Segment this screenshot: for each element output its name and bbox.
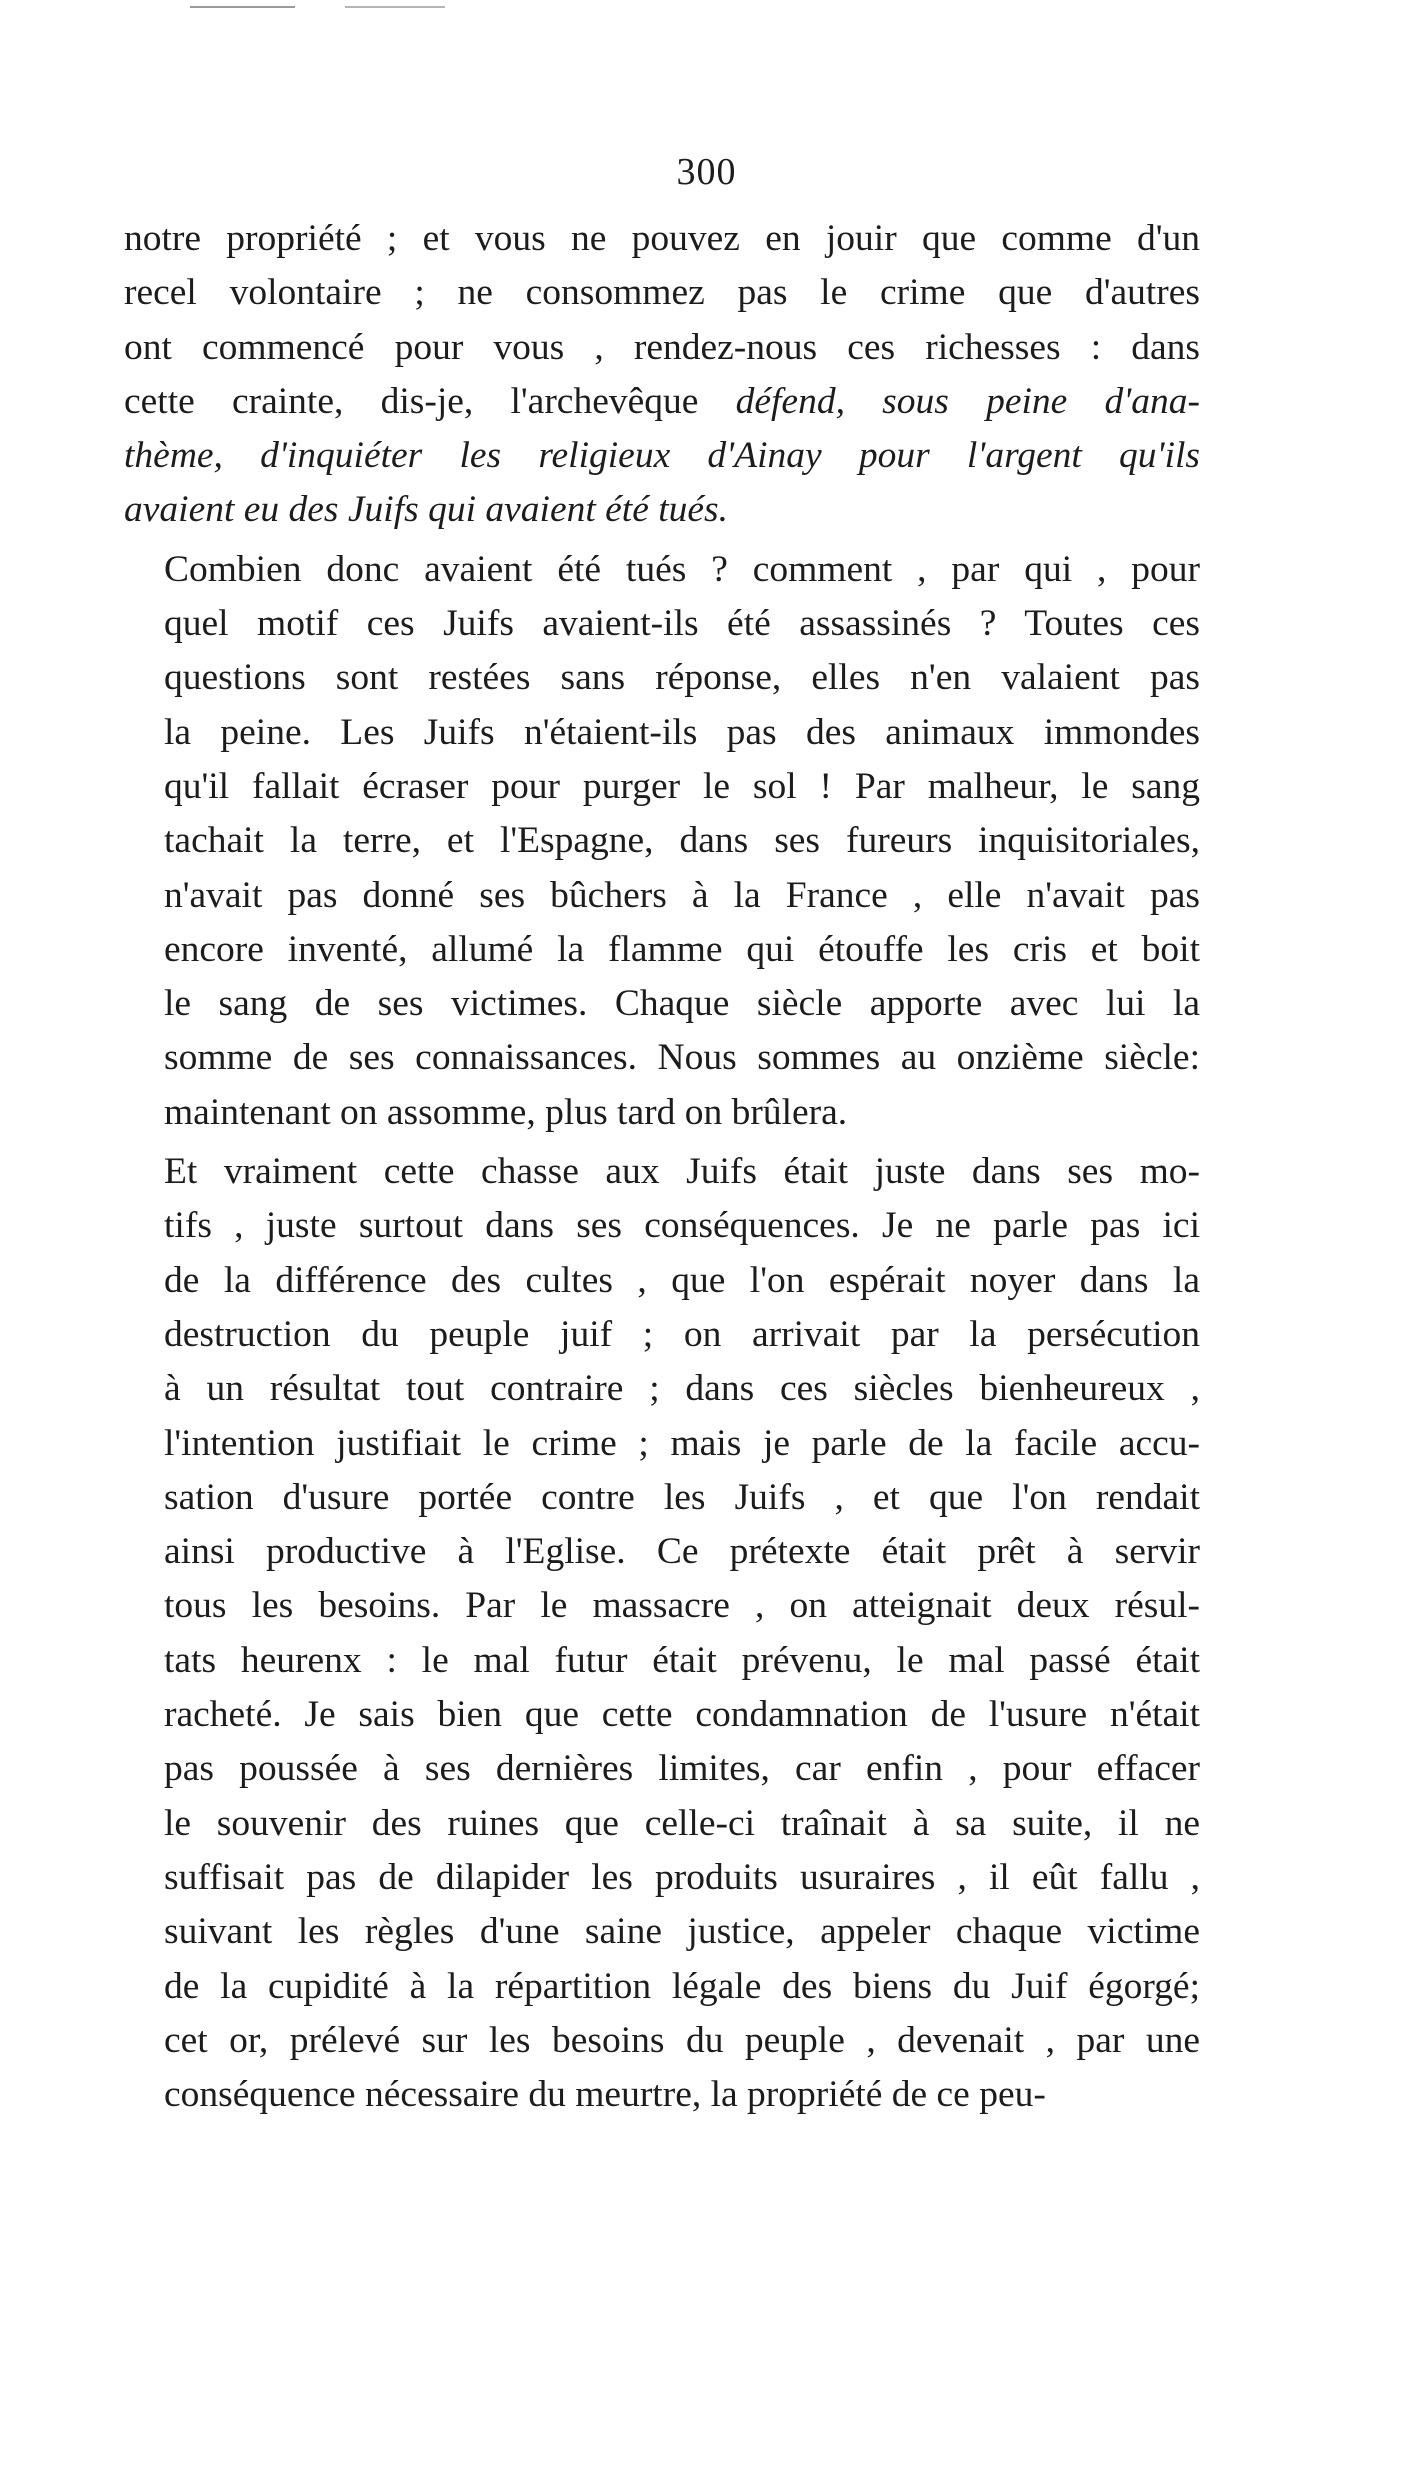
top-rule-right bbox=[345, 6, 445, 8]
text-line: Et vraiment cette chasse aux Juifs était juste dans ses mo- bbox=[164, 1151, 1200, 1193]
text-line: le souvenir des ruines que celle-ci traînait à sa suite, il ne bbox=[164, 1802, 1200, 1844]
text-line: questions sont restées sans réponse, elles n'en valaient pas bbox=[164, 657, 1200, 699]
text-line: tifs , juste surtout dans ses conséquences. Je ne parle pas ici bbox=[164, 1205, 1200, 1247]
text-line: encore inventé, allumé la flamme qui étouffe les cris et boit bbox=[164, 928, 1200, 970]
text-line: n'avait pas donné ses bûchers à la France , elle n'avait pas bbox=[164, 874, 1200, 916]
text-line: avaient eu des Juifs qui avaient été tués. bbox=[124, 489, 728, 531]
text-line: notre propriété ; et vous ne pouvez en jouir que comme d'un bbox=[124, 218, 1200, 259]
text-line: destruction du peuple juif ; on arrivait par la persécution bbox=[164, 1313, 1200, 1355]
text-line: quel motif ces Juifs avaient-ils été assassinés ? Toutes ces bbox=[164, 603, 1200, 645]
paragraph-1 bbox=[124, 212, 1200, 538]
text-line: Combien donc avaient été tués ? comment , par qui , pour bbox=[164, 548, 1200, 590]
text-line: de la cupidité à la répartition légale des biens du Juif égorgé; bbox=[164, 1965, 1200, 2007]
text-line: ont commencé pour vous , rendez-nous ces richesses : dans bbox=[124, 326, 1200, 368]
text-line: tous les besoins. Par le massacre , on atteignait deux résul- bbox=[164, 1585, 1200, 1627]
text-line: maintenant on assomme, plus tard on brûlera. bbox=[164, 1091, 848, 1133]
top-rule-left bbox=[190, 6, 295, 8]
text-line: thème, d'inquiéter les religieux d'Ainay pour l'argent qu'ils bbox=[124, 435, 1200, 477]
text-line: tats heurenx : le mal futur était prévenu, le mal passé était bbox=[164, 1639, 1200, 1681]
text-line: somme de ses connaissances. Nous sommes au onzième siècle: bbox=[164, 1037, 1200, 1079]
text-line: racheté. Je sais bien que cette condamnation de l'usure n'était bbox=[164, 1694, 1200, 1736]
text-line: conséquence nécessaire du meurtre, la propriété de ce peu- bbox=[164, 2074, 1046, 2116]
text-line: pas poussée à ses dernières limites, car enfin , pour effacer bbox=[164, 1748, 1200, 1790]
body-text bbox=[124, 212, 1200, 2122]
text-line: cet or, prélevé sur les besoins du peuple , devenait , par une bbox=[164, 2019, 1200, 2061]
text-line: ainsi productive à l'Eglise. Ce prétexte était prêt à servir bbox=[164, 1531, 1200, 1573]
text-line: suffisait pas de dilapider les produits usuraires , il eût fallu , bbox=[164, 1856, 1200, 1898]
text-line: suivant les règles d'une saine justice, appeler chaque victime bbox=[164, 1911, 1200, 1953]
paragraph-2 bbox=[124, 543, 1200, 1140]
text-line: cette crainte, dis-je, l'archevêque défend, sous peine d'ana- bbox=[124, 380, 1200, 422]
text-line: qu'il fallait écraser pour purger le sol ! Par malheur, le sang bbox=[164, 765, 1200, 807]
text-line: la peine. Les Juifs n'étaient-ils pas des animaux immondes bbox=[164, 711, 1200, 753]
text-line: de la différence des cultes , que l'on espérait noyer dans la bbox=[164, 1259, 1200, 1301]
page-number: 300 bbox=[676, 151, 737, 193]
text-line: l'intention justifiait le crime ; mais je parle de la facile accu- bbox=[164, 1422, 1200, 1464]
text-line: tachait la terre, et l'Espagne, dans ses fureurs inquisitoriales, bbox=[164, 820, 1200, 862]
text-line: à un résultat tout contraire ; dans ces siècles bienheureux , bbox=[164, 1368, 1200, 1410]
paragraph-3 bbox=[124, 1145, 1200, 2122]
text-line: sation d'usure portée contre les Juifs , et que l'on rendait bbox=[164, 1476, 1200, 1518]
text-line: le sang de ses victimes. Chaque siècle apporte avec lui la bbox=[164, 983, 1200, 1025]
text-line: recel volontaire ; ne consommez pas le crime que d'autres bbox=[124, 272, 1200, 314]
